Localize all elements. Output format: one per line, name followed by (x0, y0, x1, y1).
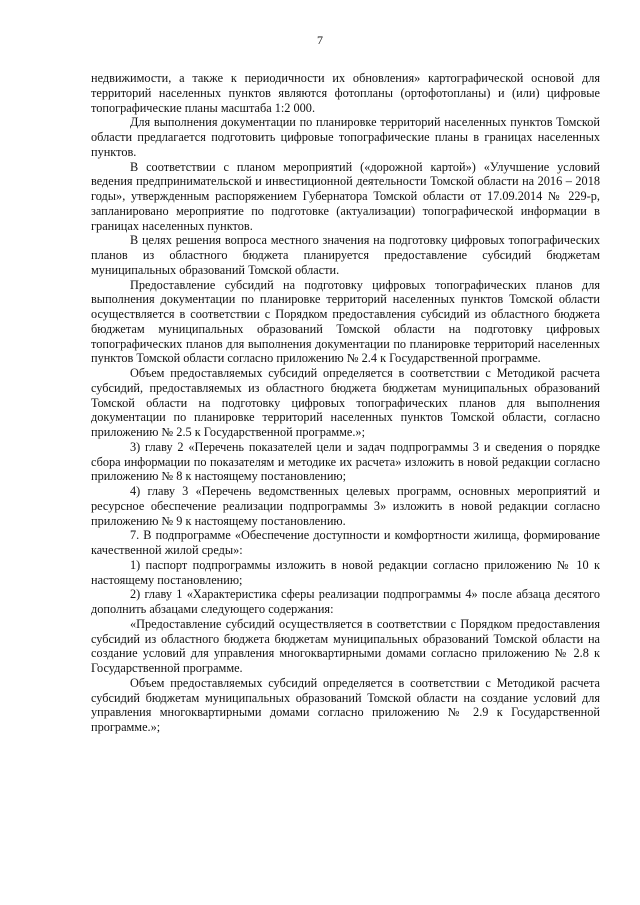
paragraph: 7. В подпрограмме «Обеспечение доступности и комфортности жилища, формирование качественной жилой среды»: (91, 528, 600, 557)
paragraph: Предоставление субсидий на подготовку цифровых топографических планов для выполнения документации по планировке территорий населенных пунктов Томской области осуществляется в соответствии с Порядком предоставления субсидий из областного бюджета бюджетам муниципальных образований Томской области на подготовку цифровых топографических планов для выполнения документации по планировке территорий населенных пунктов Томской области согласно приложению № 2.4 к Государственной программе. (91, 277, 600, 366)
document-body (91, 71, 600, 735)
paragraph: Объем предоставляемых субсидий определяется в соответствии с Методикой расчета субсидий, предоставляемых из областного бюджета бюджетам муниципальных образований Томской области на подготовку цифровых топографических планов для выполнения документации по планировке территорий населенных пунктов Томской области, согласно приложению № 2.5 к Государственной программе.»; (91, 366, 600, 439)
paragraph: 1) паспорт подпрограммы изложить в новой редакции согласно приложению № 10 к настоящему постановлению; (91, 557, 600, 587)
paragraph: В целях решения вопроса местного значения на подготовку цифровых топографических планов из областного бюджета планируется предоставление субсидий бюджетам муниципальных образований Томской области. (91, 233, 600, 277)
paragraph: Для выполнения документации по планировке территорий населенных пунктов Томской области предлагается подготовить цифровые топографические планы в границах населенных пунктов. (91, 115, 600, 159)
paragraph: «Предоставление субсидий осуществляется в соответствии с Порядком предоставления субсидий из областного бюджета бюджетам муниципальных образований Томской области на создание условий для управления многоквартирными домами согласно приложению № 2.8 к Государственной программе. (91, 616, 600, 675)
paragraph: В соответствии с планом мероприятий («дорожной картой») «Улучшение условий ведения предпринимательской и инвестиционной деятельности Томской области на 2016 – 2018 годы», утвержденным распоряжением Губернатора Томской области от 17.09.2014 № 229-р, запланировано мероприятие по подготовке (актуализации) топографической информации в границах населенных пунктов. (91, 159, 600, 233)
paragraph: Объем предоставляемых субсидий определяется в соответствии с Методикой расчета субсидий бюджетам муниципальных образований Томской области на создание условий для управления многоквартирными домами согласно приложению № 2.9 к Государственной программе.»; (91, 675, 600, 734)
paragraph: 4) главу 3 «Перечень ведомственных целевых программ, основных мероприятий и ресурсное обеспечение реализации подпрограммы 3» изложить в новой редакции согласно приложению № 9 к настоящему постановлению. (91, 484, 600, 528)
paragraph: 3) главу 2 «Перечень показателей цели и задач подпрограммы 3 и сведения о порядке сбора информации по показателям и методике их расчета» изложить в новой редакции согласно приложению № 8 к настоящему постановлению; (91, 439, 600, 484)
paragraph: 2) главу 1 «Характеристика сферы реализации подпрограммы 4» после абзаца десятого дополнить абзацами следующего содержания: (91, 587, 600, 616)
page-number: 7 (317, 33, 323, 47)
paragraph: недвижимости, а также к периодичности их обновления» картографической основой для территорий населенных пунктов являются фотопланы (ортофотопланы) и (или) цифровые топографические планы масштаба 1:2 000. (91, 71, 600, 115)
